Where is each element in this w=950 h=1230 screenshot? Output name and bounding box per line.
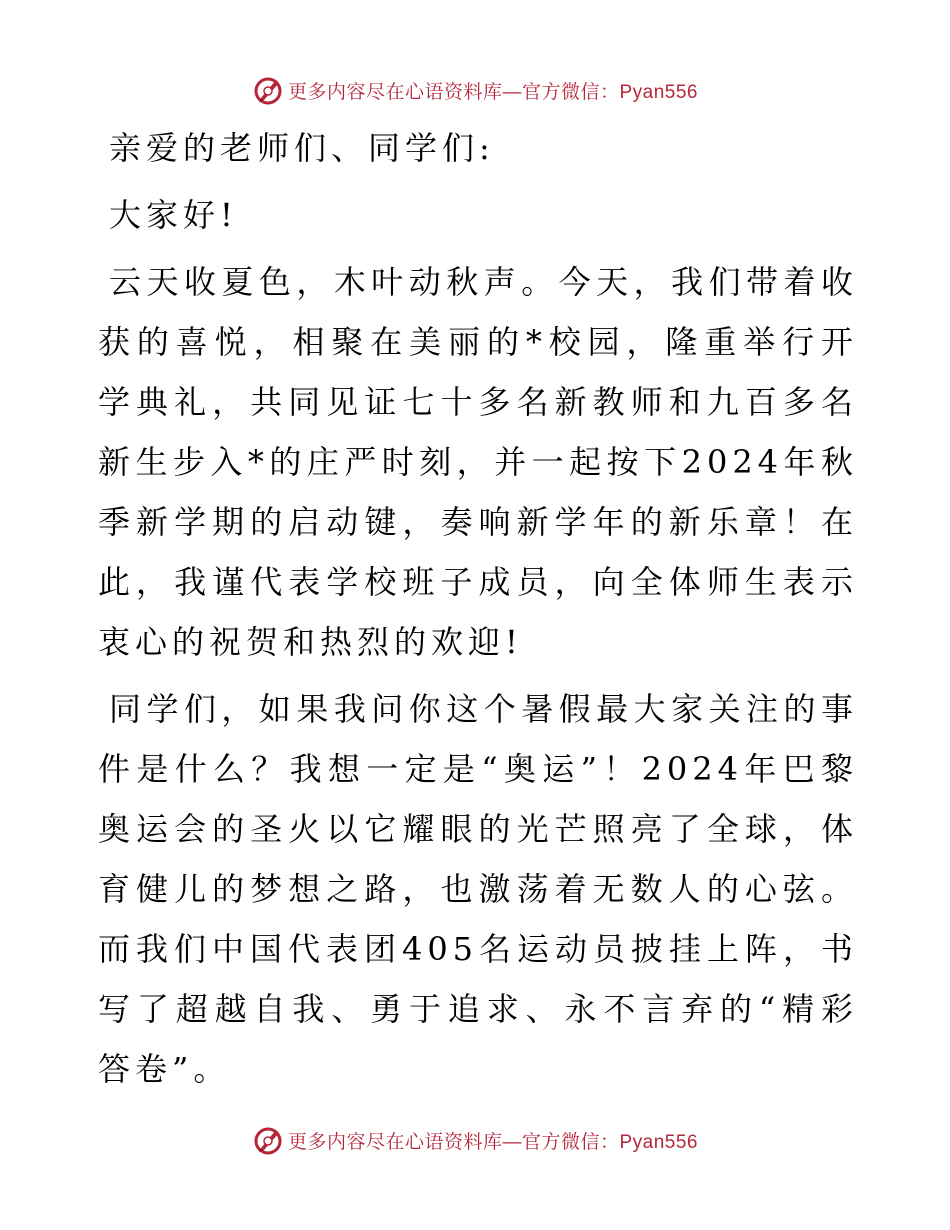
- quill-seal-icon: [252, 1124, 284, 1156]
- document-body: [98, 118, 858, 1106]
- banner-text: 更多内容尽在心语资料库—官方微信：Pyan556: [287, 1131, 698, 1153]
- footer-banner: [0, 1120, 950, 1160]
- paragraph-opening: 云天收夏色，木叶动秋声。今天，我们带着收获的喜悦，相聚在美丽的*校园，隆重举行开学典礼，共同见证七十多名新教师和九百多名新生步入*的庄严时刻，并一起按下2024年秋季新学期的启动键，奏响新学年的新乐章！在此，我谨代表学校班子成员，向全体师生表示衷心的祝贺和热烈的欢迎!: [98, 263, 858, 661]
- greeting: 大家好!: [109, 196, 238, 234]
- paragraph-olympics: 同学们，如果我问你这个暑假最大家关注的事件是什么？我想一定是“奥运”！2024年巴黎奥运会的圣火以它耀眼的光芒照亮了全球，体育健儿的梦想之路，也激荡着无数人的心弦。而我们中国代表团405名运动员披挂上阵，书写了超越自我、勇于追求、永不言弃的“精彩答卷”。: [98, 690, 858, 1088]
- banner-text: 更多内容尽在心语资料库—官方微信：Pyan556: [287, 81, 698, 103]
- header-banner: [0, 70, 950, 110]
- salutation: 亲爱的老师们、同学们:: [109, 129, 495, 167]
- quill-seal-icon: [252, 74, 284, 106]
